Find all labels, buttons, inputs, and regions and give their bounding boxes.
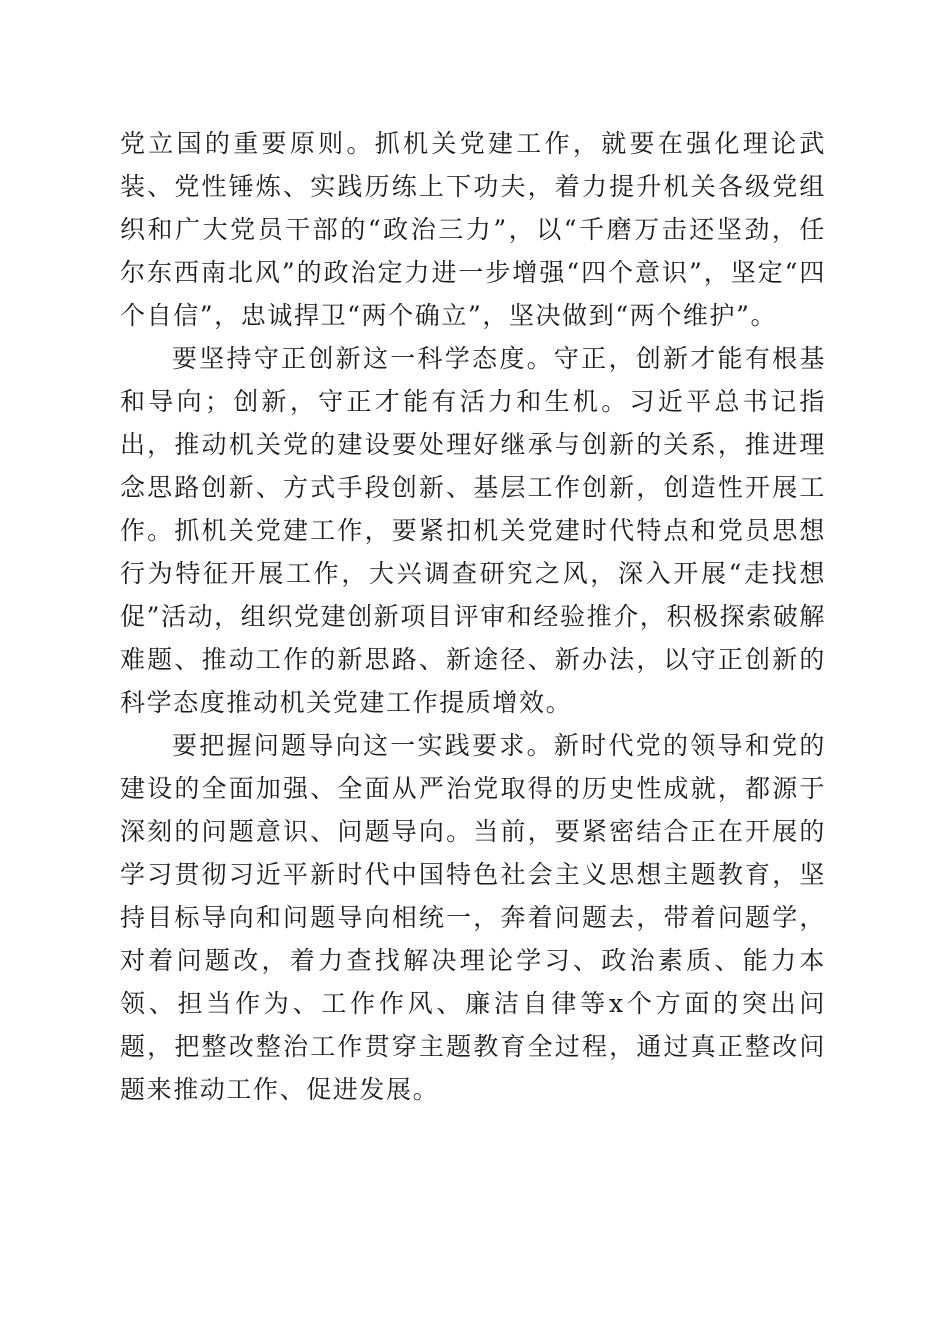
paragraph-innovation: 要坚持守正创新这一科学态度。守正，创新才能有根基和导向；创新，守正才能有活力和生机。习近平总书记指出，推动机关党的建设要处理好继承与创新的关系，推进理念思路创新、方式手段创新、基层工作创新，创造性开展工作。抓机关党建工作，要紧扣机关党建时代特点和党员思想行为特征开展工作，大兴调查研究之风，深入开展“走找想促”活动，组织党建创新项目评审和经验推介，积极探索破解难题、推动工作的新思路、新途径、新办法，以守正创新的科学态度推动机关党建工作提质增效。 <box>120 344 826 717</box>
paragraph-continued: 党立国的重要原则。抓机关党建工作，就要在强化理论武装、党性锤炼、实践历练上下功夫，着力提升机关各级党组织和广大党员干部的“政治三力”，以“千磨万击还坚劲，任尔东西南北风”的政治定力进一步增强“四个意识”，坚定“四个自信”，忠诚捍卫“两个确立”，坚决做到“两个维护”。 <box>120 129 826 330</box>
document-body <box>120 122 826 1111</box>
paragraph-problem-orientation: 要把握问题导向这一实践要求。新时代党的领导和党的建设的全面加强、全面从严治党取得的历史性成就，都源于深刻的问题意识、问题导向。当前，要紧密结合正在开展的学习贯彻习近平新时代中国特色社会主义思想主题教育，坚持目标导向和问题导向相统一，奔着问题去，带着问题学，对着问题改，着力查找解决理论学习、政治素质、能力本领、担当作为、工作作风、廉洁自律等x个方面的突出问题，把整改整治工作贯穿主题教育全过程，通过真正整改问题来推动工作、促进发展。 <box>120 731 826 1104</box>
